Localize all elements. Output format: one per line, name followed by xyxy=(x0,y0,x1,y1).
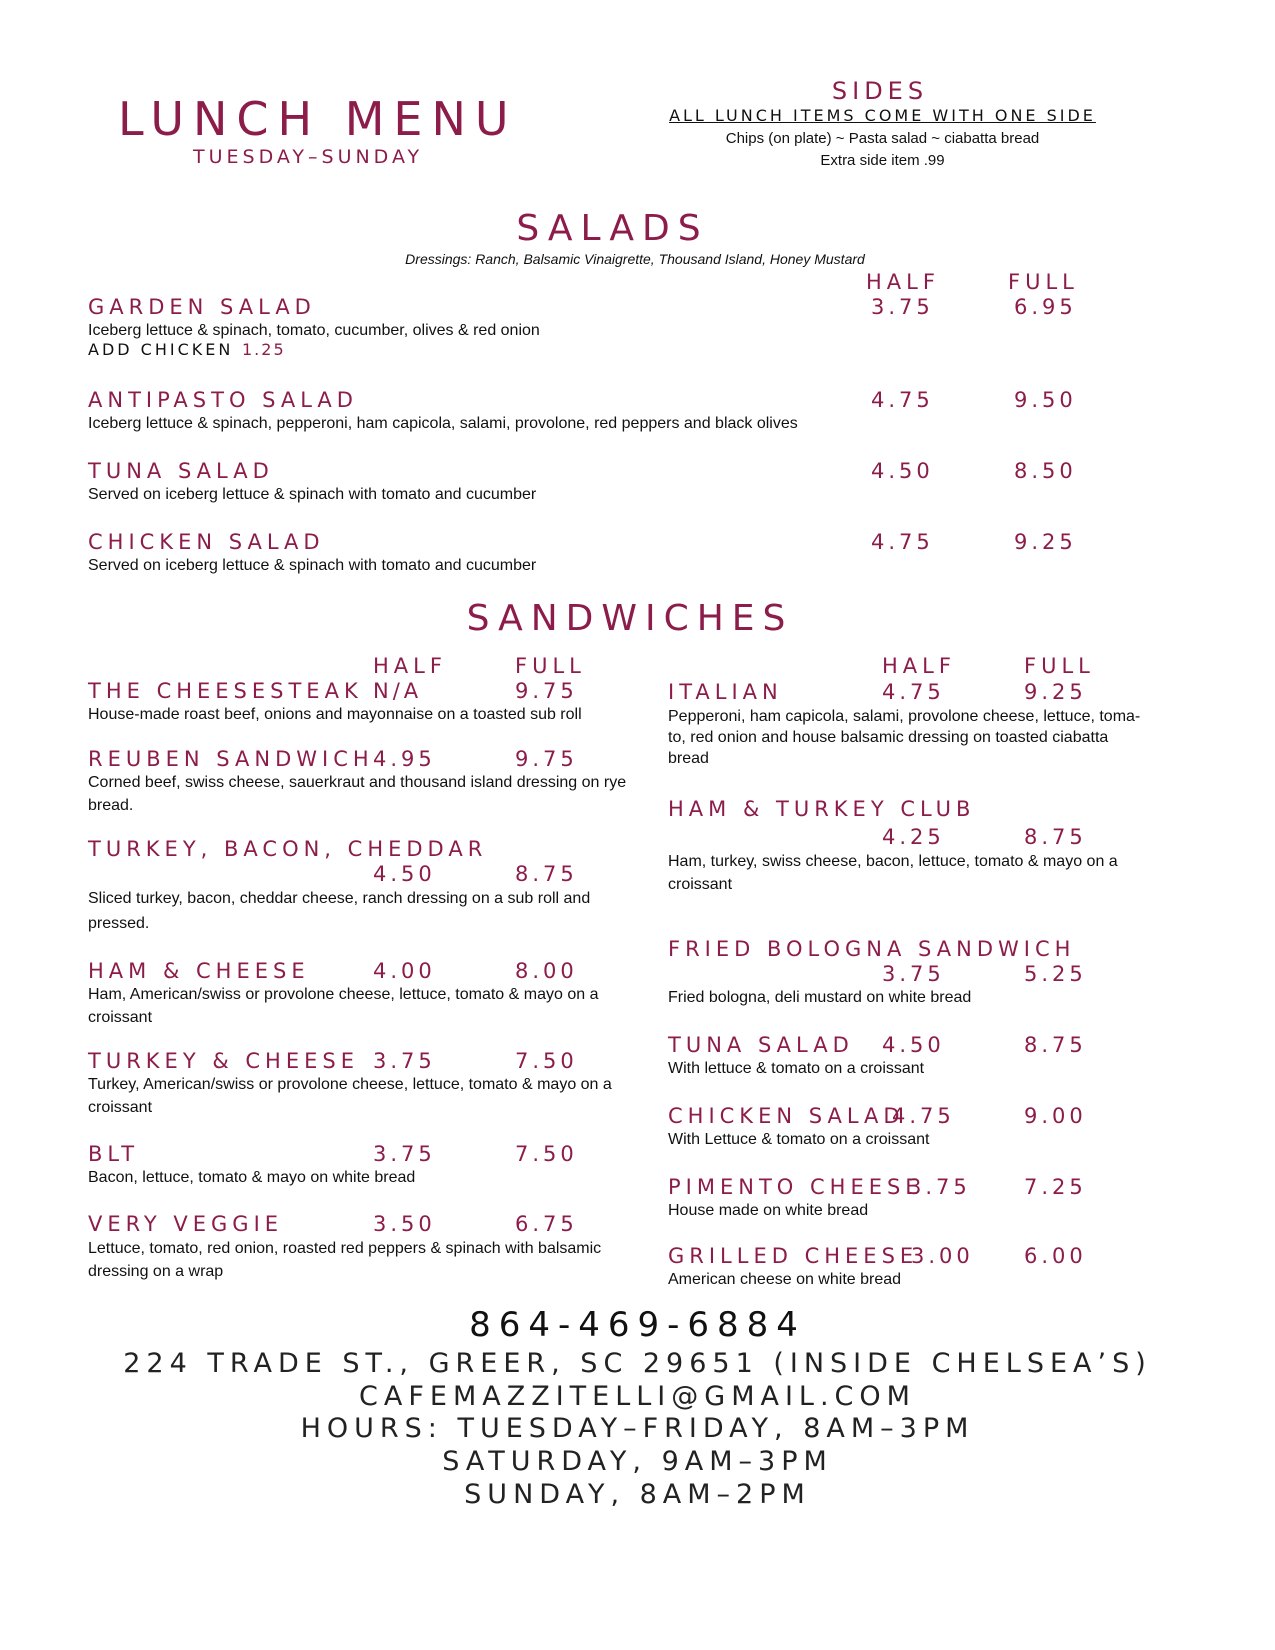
sandwich-full-price: 8.00 xyxy=(515,959,578,983)
sides-note: ALL LUNCH ITEMS COME WITH ONE SIDE xyxy=(669,106,1096,125)
footer-email: CAFEMAZZITELLI@GMAIL.COM xyxy=(359,1381,916,1412)
salad-addon-price: 1.25 xyxy=(242,340,286,359)
salad-full-price: 6.95 xyxy=(1014,295,1077,319)
footer-hours-weekday: HOURS: TUESDAY–FRIDAY, 8AM–3PM xyxy=(300,1413,975,1444)
salad-half-price: 4.75 xyxy=(871,530,934,554)
sandwich-full-price: 9.00 xyxy=(1024,1104,1087,1128)
sandwich-desc: With Lettuce & tomato on a croissant xyxy=(668,1131,930,1148)
salads-dressings: Dressings: Ranch, Balsamic Vinaigrette, Thousand Island, Honey Mustard xyxy=(405,251,865,267)
footer-address: 224 TRADE ST., GREER, SC 29651 (INSIDE CHELSEA’S) xyxy=(123,1348,1152,1379)
sandwich-full-price: 7.25 xyxy=(1024,1175,1087,1199)
sandwich-desc: Corned beef, swiss cheese, sauerkraut and thousand island dressing on rye bread. xyxy=(88,774,627,814)
sandwich-name: CHICKEN SALAD xyxy=(668,1104,905,1128)
sandwich-desc: Bacon, lettuce, tomato & mayo on white bread xyxy=(88,1169,416,1186)
sandwich-name: ITALIAN xyxy=(668,680,783,704)
sandwich-half-price: N/A xyxy=(373,679,423,703)
sandwich-full-price: 7.50 xyxy=(515,1142,578,1166)
sandwich-full-price: 6.75 xyxy=(515,1212,578,1236)
salad-desc: Iceberg lettuce & spinach, tomato, cucumber, olives & red onion xyxy=(88,322,540,339)
sandwiches-title: SANDWICHES xyxy=(466,598,794,639)
sandwich-half-price: 3.00 xyxy=(911,1244,974,1268)
sandwich-half-price: 3.75 xyxy=(882,962,945,986)
sandwich-name: HAM & CHEESE xyxy=(88,959,310,983)
salad-name: GARDEN SALAD xyxy=(88,295,316,319)
sandwich-name: HAM & TURKEY CLUB xyxy=(668,797,976,821)
salad-desc: Served on iceberg lettuce & spinach with tomato and cucumber xyxy=(88,486,537,503)
sandwich-name: TUNA SALAD xyxy=(668,1033,854,1057)
sandwich-desc: Ham, American/swiss or provolone cheese, lettuce, tomato & mayo on a croissant xyxy=(88,986,599,1026)
sandwich-name: TURKEY & CHEESE xyxy=(88,1049,359,1073)
sides-options: Chips (on plate) ~ Pasta salad ~ ciabatta bread xyxy=(725,130,1040,147)
footer-hours-sunday: SUNDAY, 8AM–2PM xyxy=(464,1479,811,1510)
sandwich-right-full-header: FULL xyxy=(1024,654,1095,678)
sandwich-desc: Fried bologna, deli mustard on white bread xyxy=(668,989,972,1006)
sandwich-full-price: 7.50 xyxy=(515,1049,578,1073)
salad-name: ANTIPASTO SALAD xyxy=(88,388,358,412)
salad-name: TUNA SALAD xyxy=(88,459,274,483)
salad-half-price: 3.75 xyxy=(871,295,934,319)
sandwich-half-price: 3.75 xyxy=(908,1175,971,1199)
salad-full-price: 9.50 xyxy=(1014,388,1077,412)
sandwich-name: THE CHEESESTEAK xyxy=(88,679,363,703)
sandwich-desc: American cheese on white bread xyxy=(668,1271,902,1288)
footer-hours-saturday: SATURDAY, 9AM–3PM xyxy=(442,1446,833,1477)
menu-title: LUNCH MENU xyxy=(118,92,518,146)
sandwich-full-price: 9.75 xyxy=(515,747,578,771)
sandwich-full-price: 8.75 xyxy=(1024,825,1087,849)
sandwich-name: VERY VEGGIE xyxy=(88,1212,284,1236)
sandwich-half-price: 4.25 xyxy=(882,825,945,849)
sandwich-desc: Pepperoni, ham capicola, salami, provolone cheese, lettuce, toma-to, red onion and house balsamic dressing on toasted ciabatta bread xyxy=(668,708,1141,767)
sandwich-half-price: 4.50 xyxy=(373,862,436,886)
sandwich-half-price: 3.75 xyxy=(373,1142,436,1166)
footer-phone: 864-469-6884 xyxy=(469,1305,806,1345)
salad-half-price: 4.50 xyxy=(871,459,934,483)
salad-addon-label: ADD CHICKEN xyxy=(88,340,234,359)
sandwich-full-price: 5.25 xyxy=(1024,962,1087,986)
sandwich-name: GRILLED CHEESE xyxy=(668,1244,919,1268)
salads-half-header: HALF xyxy=(866,270,940,294)
sandwich-half-price: 3.75 xyxy=(373,1049,436,1073)
sandwich-desc: With lettuce & tomato on a croissant xyxy=(668,1060,925,1077)
salad-name: CHICKEN SALAD xyxy=(88,530,325,554)
sandwich-full-price: 9.75 xyxy=(515,679,578,703)
sandwich-half-price: 4.00 xyxy=(373,959,436,983)
sandwich-left-half-header: HALF xyxy=(373,654,447,678)
sandwich-name: TURKEY, BACON, CHEDDAR xyxy=(88,837,488,861)
sandwich-name: PIMENTO CHEESE xyxy=(668,1175,924,1199)
sandwich-half-price: 3.50 xyxy=(373,1212,436,1236)
sandwich-full-price: 8.75 xyxy=(1024,1033,1087,1057)
sandwich-desc: Turkey, American/swiss or provolone cheese, lettuce, tomato & mayo on a croissant xyxy=(88,1076,612,1116)
sandwich-desc: Lettuce, tomato, red onion, roasted red peppers & spinach with balsamic dressing on a wrap xyxy=(88,1240,602,1280)
salad-half-price: 4.75 xyxy=(871,388,934,412)
sandwich-full-price: 6.00 xyxy=(1024,1244,1087,1268)
sandwich-half-price: 4.95 xyxy=(373,747,436,771)
salad-desc: Served on iceberg lettuce & spinach with tomato and cucumber xyxy=(88,557,537,574)
sandwich-full-price: 8.75 xyxy=(515,862,578,886)
salad-full-price: 8.50 xyxy=(1014,459,1077,483)
sandwich-half-price: 4.50 xyxy=(882,1033,945,1057)
sandwich-desc: Sliced turkey, bacon, cheddar cheese, ranch dressing on a sub roll and pressed. xyxy=(88,890,591,932)
sandwich-desc: House-made roast beef, onions and mayonnaise on a toasted sub roll xyxy=(88,706,582,723)
sandwich-name: BLT xyxy=(88,1142,140,1166)
sides-title: SIDES xyxy=(831,77,929,105)
salads-full-header: FULL xyxy=(1008,270,1079,294)
sandwich-desc: House made on white bread xyxy=(668,1202,869,1219)
sandwich-half-price: 4.75 xyxy=(892,1104,955,1128)
sides-extra: Extra side item .99 xyxy=(820,152,945,169)
salads-title: SALADS xyxy=(516,208,709,249)
sandwich-name: REUBEN SANDWICH xyxy=(88,747,374,771)
sandwich-half-price: 4.75 xyxy=(882,680,945,704)
salad-full-price: 9.25 xyxy=(1014,530,1077,554)
sandwich-left-full-header: FULL xyxy=(515,654,586,678)
sandwich-full-price: 9.25 xyxy=(1024,680,1087,704)
menu-days: TUESDAY–SUNDAY xyxy=(193,146,424,168)
sandwich-desc: Ham, turkey, swiss cheese, bacon, lettuce, tomato & mayo on a croissant xyxy=(668,853,1118,893)
sandwich-name: FRIED BOLOGNA SANDWICH xyxy=(668,937,1076,961)
sandwich-right-half-header: HALF xyxy=(882,654,956,678)
salad-desc: Iceberg lettuce & spinach, pepperoni, ham capicola, salami, provolone, red peppers and black olives xyxy=(88,415,798,432)
